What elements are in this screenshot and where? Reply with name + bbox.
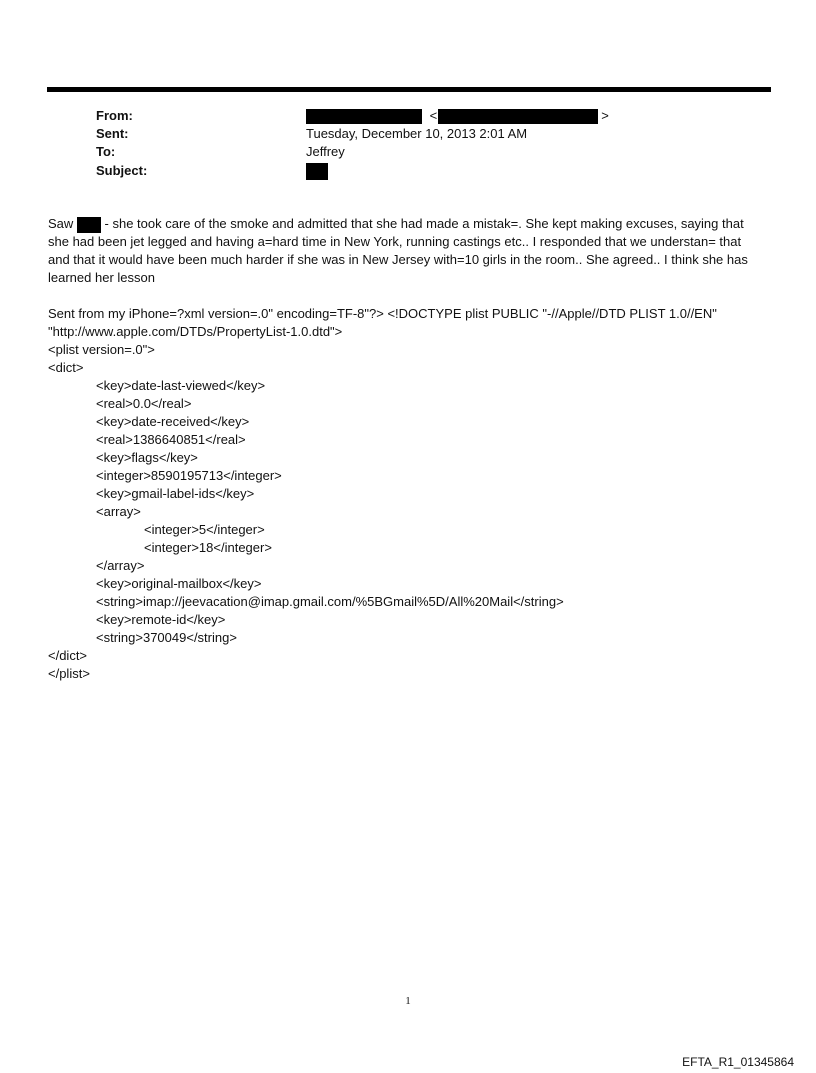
from-value — [306, 107, 609, 125]
plist-line: <array> — [96, 504, 141, 519]
redaction-subject — [306, 163, 328, 180]
plist-line: </array> — [96, 558, 145, 573]
redaction-from-email — [438, 109, 598, 124]
plist-line: Sent from my iPhone=?xml version=.0" encoding=TF-8"?> <!DOCTYPE plist PUBLIC "-//Apple//DTD PLIST 1.0//EN" — [48, 306, 717, 321]
plist-line: <plist version=.0"> — [48, 342, 155, 357]
plist-line: <key>original-mailbox</key> — [96, 576, 262, 591]
sent-value: Tuesday, December 10, 2013 2:01 AM — [306, 126, 528, 141]
plist-line: <string>370049</string> — [96, 630, 237, 645]
sent-label: Sent: — [96, 126, 129, 141]
body-paragraph — [48, 215, 763, 287]
from-open-bracket: < — [429, 108, 438, 123]
plist-line: "http://www.apple.com/DTDs/PropertyList-1.0.dtd"> — [48, 324, 343, 339]
from-label: From: — [96, 108, 133, 123]
plist-line: <integer>8590195713</integer> — [96, 468, 282, 483]
document-id: EFTA_R1_01345864 — [682, 1055, 794, 1069]
plist-line: <integer>18</integer> — [144, 540, 272, 555]
to-label: To: — [96, 144, 116, 159]
plist-line: <key>remote-id</key> — [96, 612, 226, 627]
plist-line: <key>gmail-label-ids</key> — [96, 486, 255, 501]
plist-line: <key>flags</key> — [96, 450, 198, 465]
plist-line: <string>imap://jeevacation@imap.gmail.com/%5BGmail%5D/All%20Mail</string> — [96, 594, 564, 609]
from-close-bracket: > — [601, 108, 609, 123]
plist-line: <dict> — [48, 360, 84, 375]
page-number: 1 — [405, 995, 411, 1007]
plist-line: </plist> — [48, 666, 90, 681]
plist-line: <real>1386640851</real> — [96, 432, 246, 447]
subject-label: Subject: — [96, 163, 148, 178]
subject-value — [306, 162, 328, 180]
email-body — [48, 215, 763, 683]
plist-line: </dict> — [48, 648, 88, 663]
plist-line: <key>date-last-viewed</key> — [96, 378, 266, 393]
plist-line: <real>0.0</real> — [96, 396, 192, 411]
body-para1-start: Saw — [48, 216, 74, 231]
plist-line: <key>date-received</key> — [96, 414, 250, 429]
redaction-from-name — [306, 109, 422, 124]
plist-block — [48, 305, 763, 683]
header-rule — [47, 87, 771, 92]
body-para1-rest: - she took care of the smoke and admitted that she had made a mistak=. She kept making excuses, saying that she had been jet legged and having a=hard time in New York, running castings etc.. I responded that we understan= that and that it would have been much harder if she was in New Jersey with=10 girls in the room.. She agreed.. I think she has learned her lesson — [48, 216, 748, 285]
redaction-name — [77, 217, 101, 233]
to-value: Jeffrey — [306, 144, 345, 159]
plist-line: <integer>5</integer> — [144, 522, 265, 537]
